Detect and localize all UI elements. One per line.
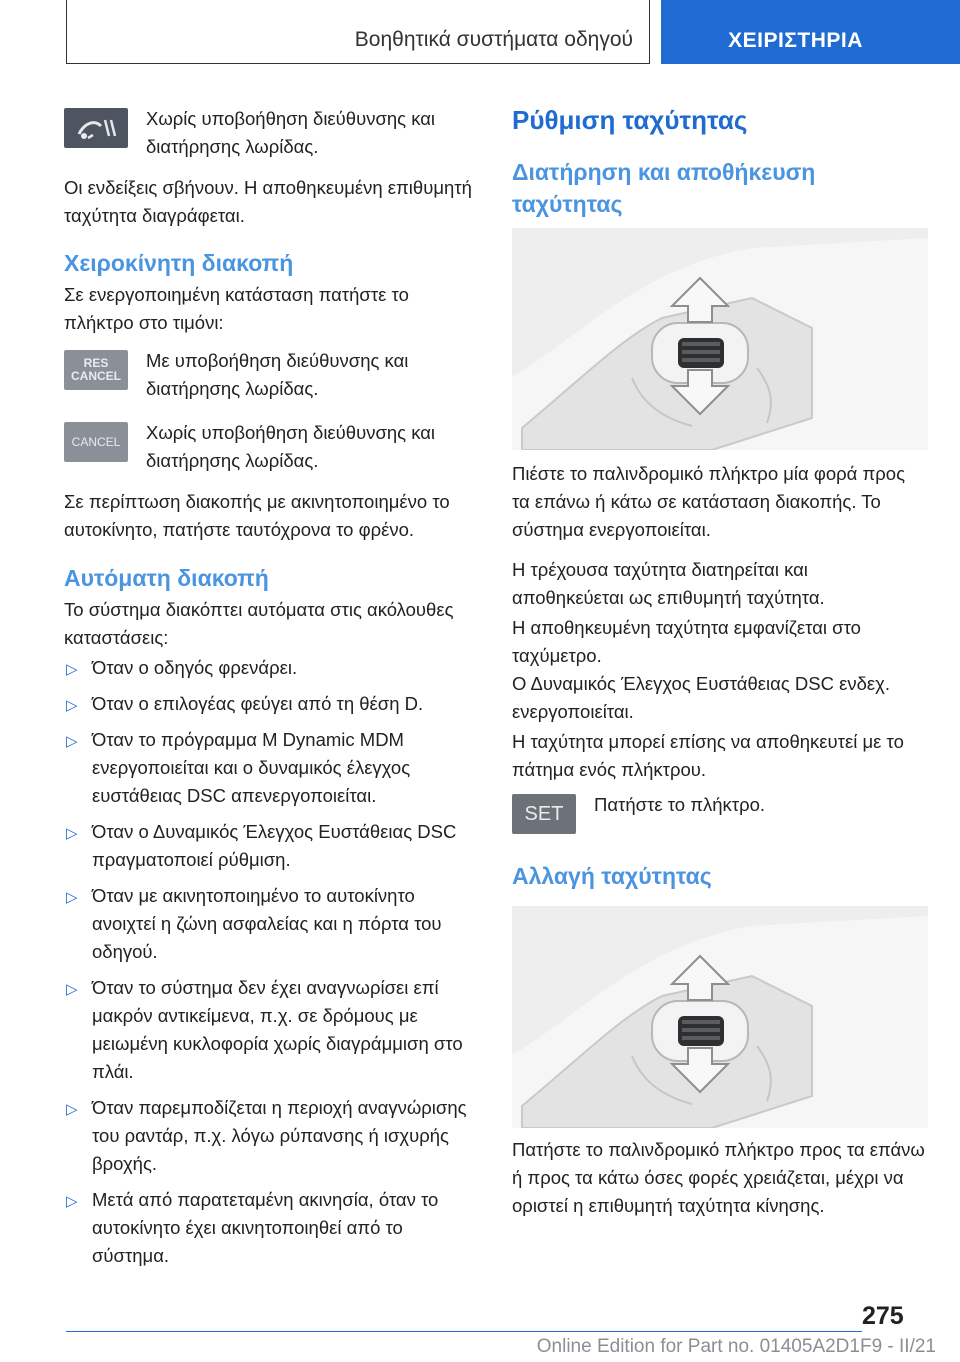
chapter-tab[interactable] [661, 0, 960, 64]
press-rocker-text: Πιέστε το παλινδρομικό πλήκτρο μία φορά προς τα επάνω ή κάτω σε κατάσταση διακοπής. Το σύστημα ενεργοποιείται. [512, 463, 905, 540]
dsc-text: Ο Δυναμικός Έλεγχος Ευστάθειας DSC ενδεχ. ενεργοποιείται. [512, 673, 890, 722]
set-button-icon [512, 794, 576, 834]
speedometer-text: Η αποθηκευμένη ταχύτητα εμφανίζεται στο ταχύμετρο. [512, 617, 861, 666]
auto-interrupt-list [64, 654, 476, 1278]
list-item: ▷ Όταν παρεμποδίζεται η περιοχή αναγνώρισης του ραντάρ, π.χ. λόγω ρύπανσης ή ισχυρής βροχής. [66, 1097, 467, 1174]
header-frame [66, 0, 650, 64]
triangle-bullet-icon: ▷ [66, 981, 78, 998]
auto-interrupt-heading: Αυτόματη διακοπή [64, 565, 269, 591]
auto-interrupt-text: Το σύστημα διακόπτει αυτόματα στις ακόλουθες καταστάσεις: [64, 599, 454, 648]
indicators-text: Οι ενδείξεις σβήνουν. Η αποθηκευμένη επιθυμητή ταχύτητα διαγράφεται. [64, 177, 472, 226]
triangle-bullet-icon: ▷ [66, 825, 78, 842]
cancel-button-label: CANCEL [71, 435, 121, 449]
cancel-text: Χωρίς υποβοήθηση διεύθυνσης και διατήρησης λωρίδας. [146, 422, 436, 471]
triangle-bullet-icon: ▷ [66, 1101, 78, 1118]
list-item: ▷ Μετά από παρατεταμένη ακινησία, όταν το αυτοκίνητο έχει ακινητοποιηθεί από το σύστημα. [66, 1189, 439, 1266]
triangle-bullet-icon: ▷ [66, 661, 78, 678]
list-item: ▷ Όταν το πρόγραμμα M Dynamic MDM ενεργοποιείται και ο δυναμικός έλεγχος ευστάθειας DSC απενεργοποιείται. [66, 729, 411, 806]
footer-rule [66, 1331, 862, 1332]
cancel-label: CANCEL [71, 369, 121, 383]
list-item: ▷ Όταν ο επιλογέας φεύγει από τη θέση D. [64, 690, 476, 718]
manual-interrupt-heading: Χειροκίνητη διακοπή [64, 250, 294, 276]
steering-wheel-rocker-image-1 [512, 228, 928, 450]
res-cancel-text: Με υποβοήθηση διεύθυνσης και διατήρησης λωρίδας. [146, 350, 409, 399]
maintain-store-heading: Διατήρηση και αποθήκευση ταχύτητας [512, 159, 816, 217]
store-button-text: Η ταχύτητα μπορεί επίσης να αποθηκευτεί με το πάτημα ενός πλήκτρου. [512, 731, 904, 780]
res-label: RES [83, 356, 109, 370]
manual-interrupt-text: Σε ενεργοποιημένη κατάσταση πατήστε το πλήκτρο στο τιμόνι: [64, 284, 409, 333]
edition-footer: Online Edition for Part no. 01405A2D1F9 - II/21 [536, 1336, 936, 1357]
res-cancel-button-icon [64, 350, 128, 390]
page-number: 275 [862, 1302, 904, 1330]
list-item: ▷ Όταν το σύστημα δεν έχει αναγνωρίσει επί μακρόν αντικείμενα, π.χ. σε δρόμους με μειωμένη κυκλοφορία χωρίς διαγράμμιση στο πλάι. [66, 977, 463, 1082]
list-item: ▷ Όταν με ακινητοποιημένο το αυτοκίνητο ανοιχτεί η ζώνη ασφαλείας και η πόρτα του οδηγού. [66, 885, 442, 962]
change-speed-heading: Αλλαγή ταχύτητας [512, 863, 712, 889]
change-speed-text: Πατήστε το παλινδρομικό πλήκτρο προς τα επάνω ή προς τα κάτω όσες φορές χρειάζεται, μέχρι να οριστεί η επιθυμητή ταχύτητα κίνησης. [512, 1139, 925, 1216]
chapter-tab-label: ΧΕΙΡΙΣΤΗΡΙΑ [728, 29, 863, 52]
current-speed-text: Η τρέχουσα ταχύτητα διατηρείται και αποθηκεύεται ως επιθυμητή ταχύτητα. [512, 559, 825, 608]
triangle-bullet-icon: ▷ [66, 889, 78, 906]
triangle-bullet-icon: ▷ [66, 733, 78, 750]
steering-wheel-rocker-image-2 [512, 906, 928, 1128]
list-item: ▷ Όταν ο Δυναμικός Έλεγχος Ευστάθειας DSC πραγματοποιεί ρύθμιση. [66, 821, 457, 870]
steering-assist-off-icon [64, 108, 128, 148]
standstill-text: Σε περίπτωση διακοπής με ακινητοποιημένο το αυτοκίνητο, πατήστε ταυτόχρονα το φρένο. [64, 491, 450, 540]
triangle-bullet-icon: ▷ [66, 697, 78, 714]
triangle-bullet-icon: ▷ [66, 1193, 78, 1210]
cancel-button-icon [64, 422, 128, 462]
set-button-label: SET [524, 802, 564, 825]
speed-setting-heading: Ρύθμιση ταχύτητας [512, 105, 748, 135]
list-item: ▷ Όταν ο οδηγός φρενάρει. [64, 654, 476, 682]
steering-assist-off-text: Χωρίς υποβοήθηση διεύθυνσης και διατήρησης λωρίδας. [146, 108, 436, 157]
section-title: Βοηθητικά συστήματα οδηγού [354, 28, 633, 51]
set-text: Πατήστε το πλήκτρο. [594, 794, 766, 815]
